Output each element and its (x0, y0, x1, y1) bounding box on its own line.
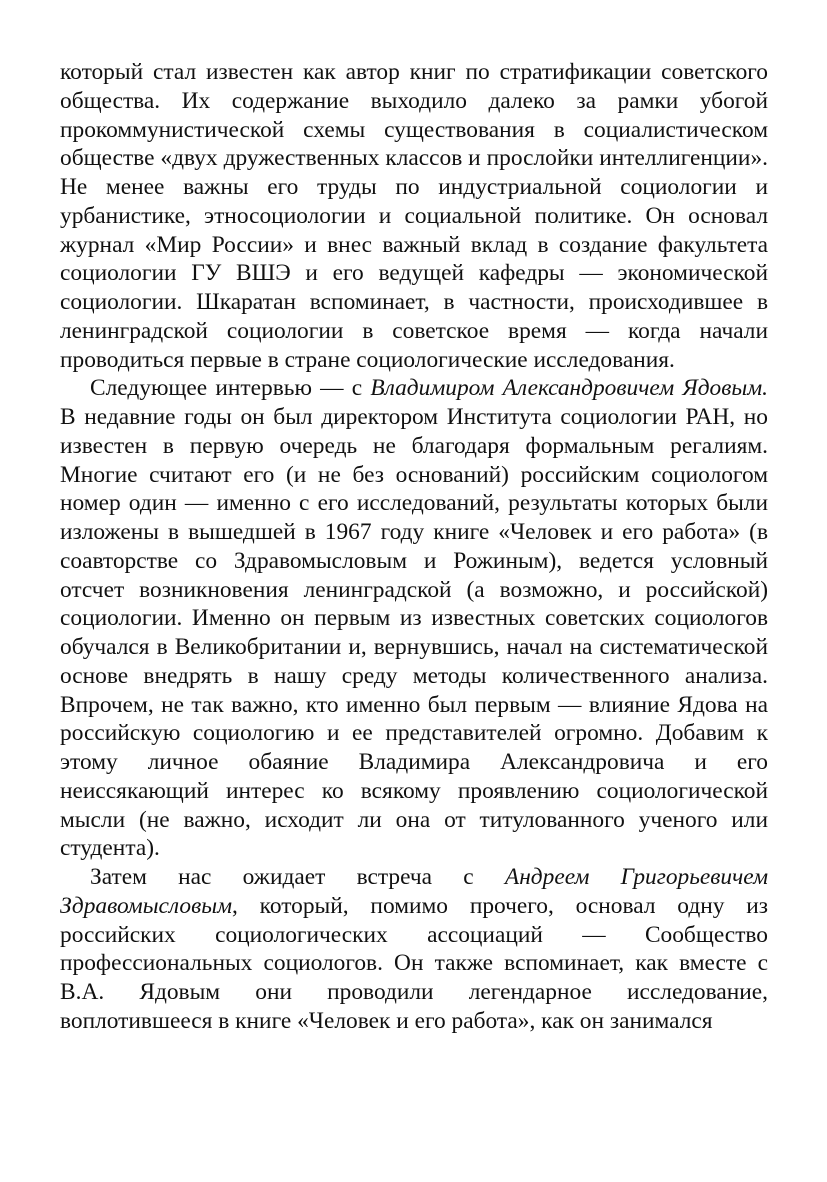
paragraph-text: В недавние годы он был директором Института социологии РАН, но известен в первую очередь не благодаря формальным регалиям. Многие считают его (и не без оснований) российским социологом номер один — именно с его исследований, результаты которых были изложены в вышедшей в 1967 году книге «Человек и его работа» (в соавторстве со Здравомысловым и Рожиным), ведется условный отсчет возникновения ленинградской (а возможно, и российской) социологии. Именно он первым из известных советских социологов обучался в Великобритании и, вернувшись, начал на систематической основе внедрять в нашу среду методы количественного анализа. Впрочем, не так важно, кто именно был первым — влияние Ядова на российскую социологию и ее представителей огромно. Добавим к этому личное обаяние Владимира Александровича и его неиссякающий интерес ко всякому проявлению социологической мысли (не важно, исходит ли она от титулованного ученого или студента). (60, 404, 768, 862)
italic-name-yadov: Владимиром Александровичем Ядовым. (370, 375, 768, 402)
paragraph-yadov (60, 374, 768, 863)
paragraph-text: который стал известен как автор книг по стратификации советского общества. Их содержание выходило далеко за рамки убогой прокоммунистической схемы существования в социалистическом обществе «двух дружественных классов и прослойки интеллигенции». Не менее важны его труды по индустриальной социологии и урбанистике, этносоциологии и социальной политике. Он основал журнал «Мир России» и внес важный вклад в создание факультета социологии ГУ ВШЭ и его ведущей кафедры — экономической социологии. Шкаратан вспоминает, в частности, происходившее в ленинградской социологии в советское время — когда начали проводиться первые в стране социологические исследования. (60, 59, 768, 373)
paragraph-shkaratan (60, 58, 768, 374)
italic-name-zdravomyslov: Андреем Григорьевичем Здравомысловым (60, 864, 768, 919)
paragraph-text: , который, помимо прочего, основал одну из российских социологических ассоциаций — Сообщество профессиональных социологов. Он также вспоминает, как вместе с В.А. Ядовым они проводили легендарное исследование, воплотившееся в книге «Человек и его работа», как он занимался (60, 892, 768, 1034)
paragraph-zdravomyslov (60, 863, 768, 1036)
paragraph-text: Затем нас ожидает встреча с (90, 864, 505, 890)
paragraph-text: Следующее интервью — с (90, 375, 371, 402)
document-page (60, 58, 768, 1036)
